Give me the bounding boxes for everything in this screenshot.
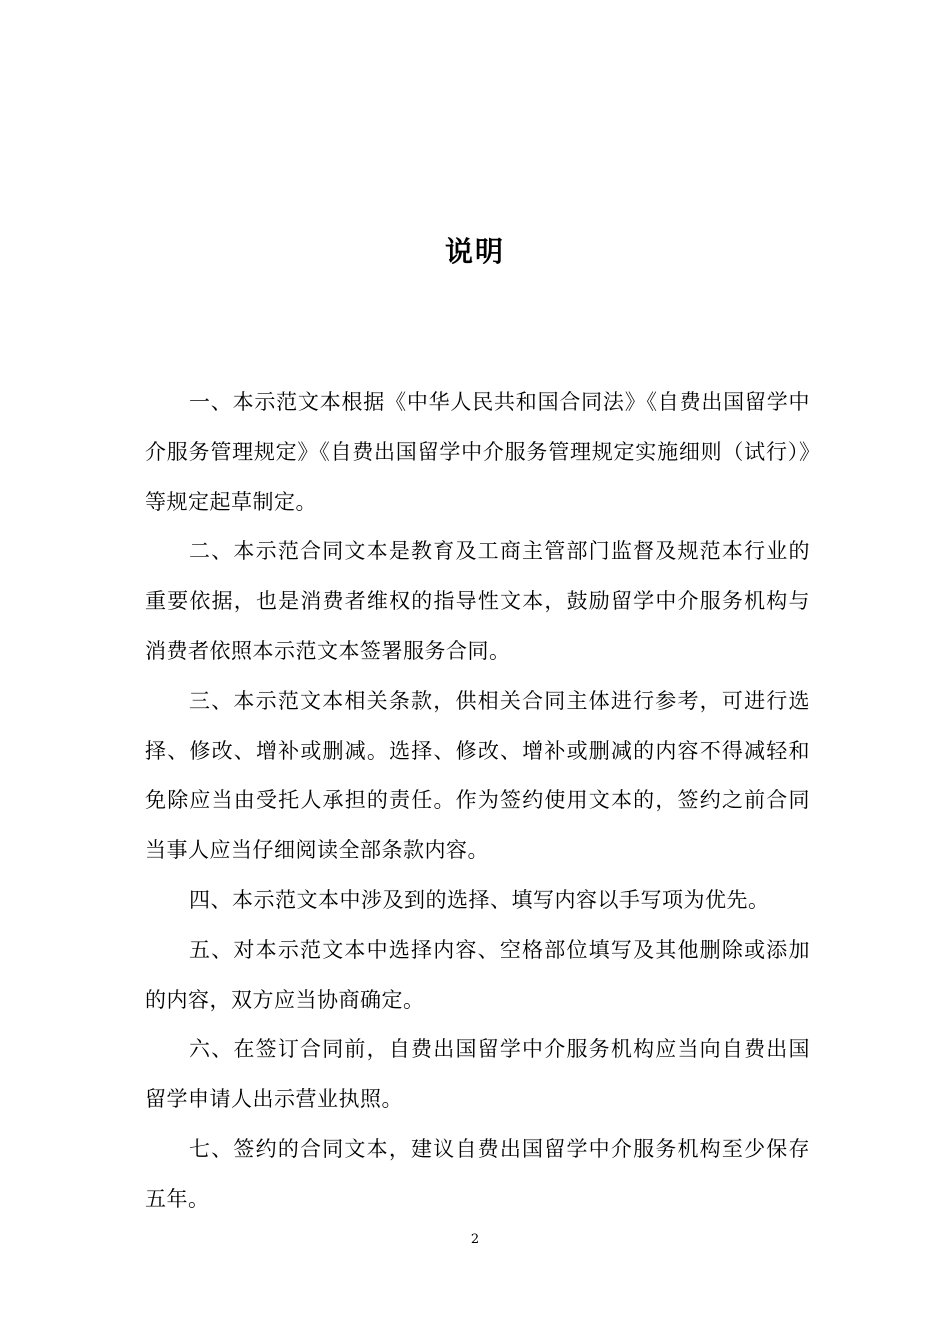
paragraph-4: 四、本示范文本中涉及到的选择、填写内容以手写项为优先。 <box>189 887 770 912</box>
paragraph-2: 二、本示范合同文本是教育及工商主管部门监督及规范本行业的重要依据，也是消费者维权的指导性文本，鼓励留学中介服务机构与消费者依照本示范文本签署服务合同。 <box>145 539 810 663</box>
paragraph-6: 六、在签订合同前，自费出国留学中介服务机构应当向自费出国留学申请人出示营业执照。 <box>145 1037 810 1112</box>
paragraph-5: 五、对本示范文本中选择内容、空格部位填写及其他删除或添加的内容，双方应当协商确定。 <box>145 937 810 1012</box>
paragraph-3: 三、本示范文本相关条款，供相关合同主体进行参考，可进行选择、修改、增补或删减。选择、修改、增补或删减的内容不得减轻和免除应当由受托人承担的责任。作为签约使用文本的，签约之前合同当事人应当仔细阅读全部条款内容。 <box>145 688 810 863</box>
page-title: 说明 <box>444 235 505 268</box>
document-body <box>145 378 810 1225</box>
page-number: 2 <box>470 1232 480 1247</box>
paragraph-1: 一、本示范文本根据《中华人民共和国合同法》《自费出国留学中介服务管理规定》《自费出国留学中介服务管理规定实施细则（试行）》等规定起草制定。 <box>145 390 810 514</box>
paragraph-7: 七、签约的合同文本，建议自费出国留学中介服务机构至少保存五年。 <box>145 1136 810 1211</box>
